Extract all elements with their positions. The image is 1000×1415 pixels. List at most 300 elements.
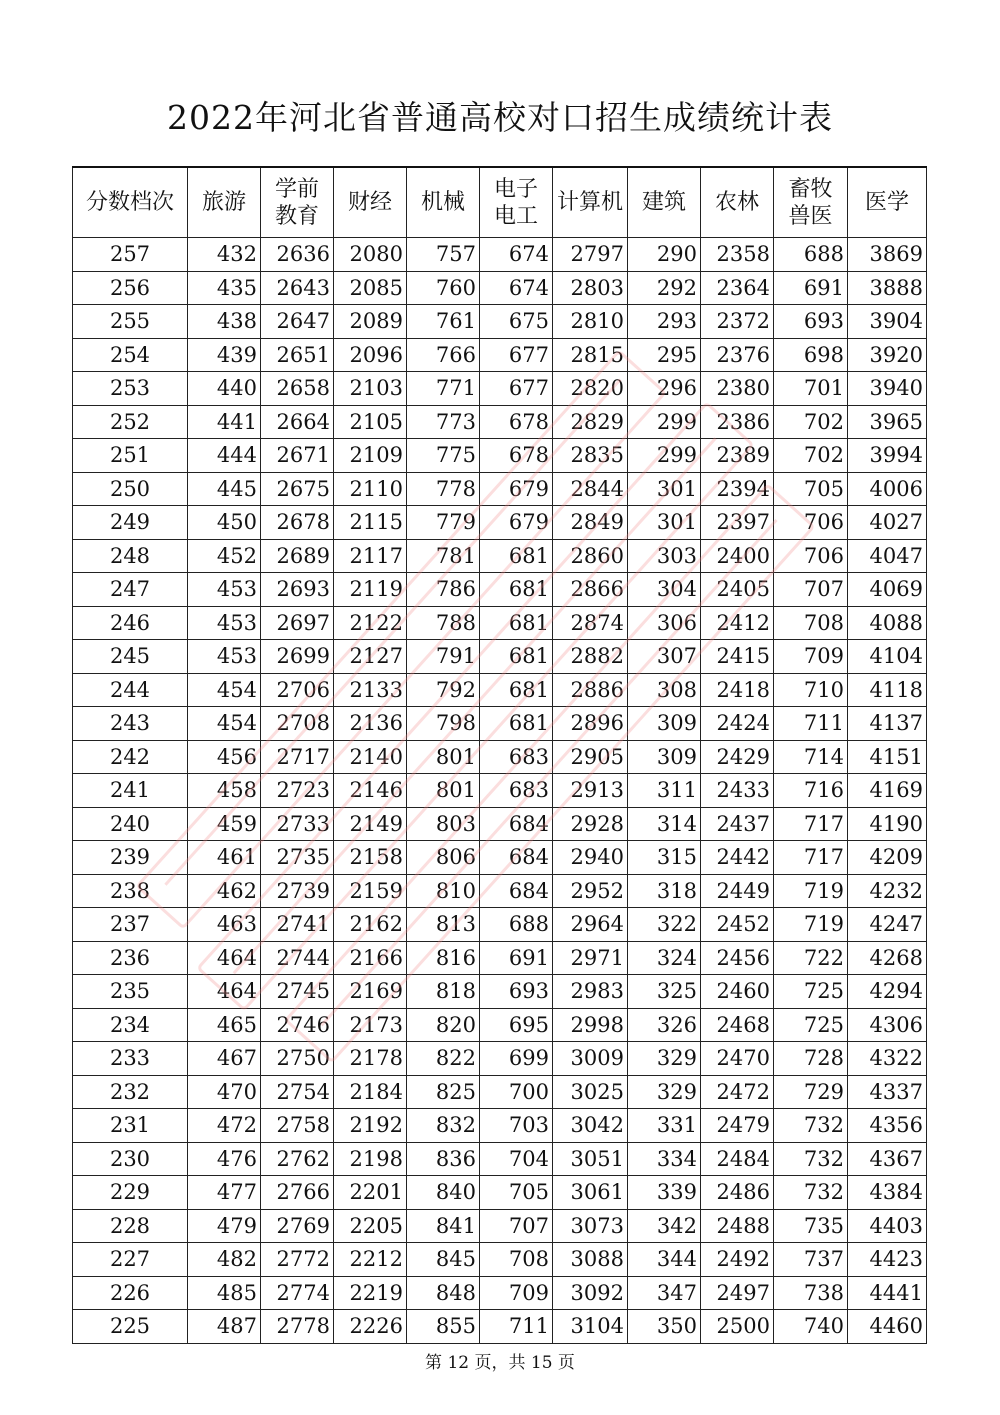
count-cell: 2389 (701, 439, 774, 473)
table-row (73, 975, 927, 1009)
table-row (73, 740, 927, 774)
count-cell: 4367 (848, 1142, 927, 1176)
count-cell: 3051 (553, 1142, 628, 1176)
count-cell: 2745 (261, 975, 334, 1009)
count-cell: 453 (188, 573, 261, 607)
count-cell: 2080 (334, 238, 407, 272)
count-cell: 792 (407, 673, 480, 707)
count-cell: 3994 (848, 439, 927, 473)
count-cell: 2212 (334, 1243, 407, 1277)
count-cell: 2418 (701, 673, 774, 707)
table-row (73, 1176, 927, 1210)
score-level-cell: 230 (73, 1142, 188, 1176)
count-cell: 4088 (848, 606, 927, 640)
count-cell: 2364 (701, 271, 774, 305)
count-cell: 801 (407, 740, 480, 774)
count-cell: 322 (628, 908, 701, 942)
count-cell: 464 (188, 941, 261, 975)
count-cell: 677 (480, 338, 553, 372)
count-cell: 2479 (701, 1109, 774, 1143)
count-cell: 679 (480, 472, 553, 506)
count-cell: 4356 (848, 1109, 927, 1143)
table-row (73, 673, 927, 707)
count-cell: 2437 (701, 807, 774, 841)
count-cell: 4006 (848, 472, 927, 506)
table-row (73, 1209, 927, 1243)
count-cell: 675 (480, 305, 553, 339)
count-cell: 701 (774, 372, 848, 406)
count-cell: 698 (774, 338, 848, 372)
count-cell: 2133 (334, 673, 407, 707)
count-cell: 4460 (848, 1310, 927, 1344)
score-level-cell: 247 (73, 573, 188, 607)
table-row (73, 506, 927, 540)
count-cell: 681 (480, 606, 553, 640)
count-cell: 2844 (553, 472, 628, 506)
column-header-label: 建筑 (641, 190, 686, 215)
count-cell: 695 (480, 1008, 553, 1042)
count-cell: 334 (628, 1142, 701, 1176)
column-header (701, 167, 774, 238)
count-cell: 2380 (701, 372, 774, 406)
score-level-cell: 227 (73, 1243, 188, 1277)
count-cell: 347 (628, 1276, 701, 1310)
count-cell: 2096 (334, 338, 407, 372)
count-cell: 2122 (334, 606, 407, 640)
count-cell: 717 (774, 807, 848, 841)
count-cell: 2651 (261, 338, 334, 372)
count-cell: 688 (480, 908, 553, 942)
count-cell: 2735 (261, 841, 334, 875)
count-cell: 463 (188, 908, 261, 942)
count-cell: 301 (628, 506, 701, 540)
count-cell: 709 (774, 640, 848, 674)
count-cell: 681 (480, 573, 553, 607)
count-cell: 439 (188, 338, 261, 372)
score-level-cell: 239 (73, 841, 188, 875)
count-cell: 711 (480, 1310, 553, 1344)
column-header (407, 167, 480, 238)
count-cell: 2952 (553, 874, 628, 908)
count-cell: 2433 (701, 774, 774, 808)
count-cell: 708 (480, 1243, 553, 1277)
count-cell: 324 (628, 941, 701, 975)
count-cell: 2429 (701, 740, 774, 774)
count-cell: 2928 (553, 807, 628, 841)
count-cell: 3869 (848, 238, 927, 272)
count-cell: 301 (628, 472, 701, 506)
count-cell: 2173 (334, 1008, 407, 1042)
count-cell: 2643 (261, 271, 334, 305)
count-cell: 735 (774, 1209, 848, 1243)
score-level-cell: 226 (73, 1276, 188, 1310)
count-cell: 2678 (261, 506, 334, 540)
table-row (73, 1109, 927, 1143)
count-cell: 2754 (261, 1075, 334, 1109)
column-header-label: 计算机 (556, 190, 623, 215)
count-cell: 2192 (334, 1109, 407, 1143)
column-header-label: 财经 (347, 190, 392, 215)
count-cell: 2201 (334, 1176, 407, 1210)
column-header-label: 学前 (274, 176, 319, 202)
count-cell: 4069 (848, 573, 927, 607)
count-cell: 2456 (701, 941, 774, 975)
count-cell: 477 (188, 1176, 261, 1210)
count-cell: 2983 (553, 975, 628, 1009)
count-cell: 315 (628, 841, 701, 875)
count-cell: 2733 (261, 807, 334, 841)
count-cell: 2905 (553, 740, 628, 774)
count-cell: 308 (628, 673, 701, 707)
count-cell: 307 (628, 640, 701, 674)
count-cell: 2866 (553, 573, 628, 607)
count-cell: 2758 (261, 1109, 334, 1143)
count-cell: 461 (188, 841, 261, 875)
count-cell: 2675 (261, 472, 334, 506)
count-cell: 2699 (261, 640, 334, 674)
column-header (73, 167, 188, 238)
count-cell: 2647 (261, 305, 334, 339)
count-cell: 2140 (334, 740, 407, 774)
count-cell: 290 (628, 238, 701, 272)
count-cell: 773 (407, 405, 480, 439)
count-cell: 2397 (701, 506, 774, 540)
score-level-cell: 249 (73, 506, 188, 540)
table-row (73, 841, 927, 875)
count-cell: 2706 (261, 673, 334, 707)
count-cell: 2762 (261, 1142, 334, 1176)
count-cell: 706 (774, 506, 848, 540)
count-cell: 2829 (553, 405, 628, 439)
count-cell: 2835 (553, 439, 628, 473)
count-cell: 2860 (553, 539, 628, 573)
count-cell: 2219 (334, 1276, 407, 1310)
column-header (261, 167, 334, 238)
count-cell: 684 (480, 874, 553, 908)
column-header-label: 分数档次 (85, 190, 174, 215)
count-cell: 2896 (553, 707, 628, 741)
score-level-cell: 225 (73, 1310, 188, 1344)
count-cell: 738 (774, 1276, 848, 1310)
count-cell: 684 (480, 841, 553, 875)
count-cell: 683 (480, 740, 553, 774)
count-cell: 2500 (701, 1310, 774, 1344)
count-cell: 2769 (261, 1209, 334, 1243)
count-cell: 2815 (553, 338, 628, 372)
count-cell: 702 (774, 439, 848, 473)
count-cell: 450 (188, 506, 261, 540)
count-cell: 3965 (848, 405, 927, 439)
score-level-cell: 255 (73, 305, 188, 339)
table-row (73, 774, 927, 808)
count-cell: 2874 (553, 606, 628, 640)
count-cell: 299 (628, 439, 701, 473)
score-level-cell: 250 (73, 472, 188, 506)
score-level-cell: 234 (73, 1008, 188, 1042)
count-cell: 2400 (701, 539, 774, 573)
count-cell: 2797 (553, 238, 628, 272)
table-row (73, 1075, 927, 1109)
count-cell: 440 (188, 372, 261, 406)
count-cell: 818 (407, 975, 480, 1009)
count-cell: 2971 (553, 941, 628, 975)
count-cell: 2689 (261, 539, 334, 573)
count-cell: 757 (407, 238, 480, 272)
column-header-label: 兽医 (788, 203, 833, 229)
count-cell: 706 (774, 539, 848, 573)
count-cell: 3088 (553, 1243, 628, 1277)
count-cell: 4441 (848, 1276, 927, 1310)
count-cell: 2882 (553, 640, 628, 674)
count-cell: 771 (407, 372, 480, 406)
count-cell: 681 (480, 539, 553, 573)
count-cell: 2470 (701, 1042, 774, 1076)
table-row (73, 405, 927, 439)
count-cell: 786 (407, 573, 480, 607)
count-cell: 2386 (701, 405, 774, 439)
page-title: 2022年河北省普通高校对口招生成绩统计表 (167, 98, 833, 137)
count-cell: 2849 (553, 506, 628, 540)
count-cell: 705 (774, 472, 848, 506)
count-cell: 454 (188, 707, 261, 741)
column-header (188, 167, 261, 238)
count-cell: 725 (774, 1008, 848, 1042)
count-cell: 732 (774, 1176, 848, 1210)
count-cell: 737 (774, 1243, 848, 1277)
count-cell: 462 (188, 874, 261, 908)
count-cell: 4190 (848, 807, 927, 841)
count-cell: 2146 (334, 774, 407, 808)
count-cell: 693 (774, 305, 848, 339)
count-cell: 4027 (848, 506, 927, 540)
table-row (73, 1042, 927, 1076)
count-cell: 2772 (261, 1243, 334, 1277)
count-cell: 325 (628, 975, 701, 1009)
count-cell: 2105 (334, 405, 407, 439)
count-cell: 2119 (334, 573, 407, 607)
count-cell: 2117 (334, 539, 407, 573)
count-cell: 681 (480, 640, 553, 674)
count-cell: 329 (628, 1075, 701, 1109)
count-cell: 2658 (261, 372, 334, 406)
count-cell: 781 (407, 539, 480, 573)
column-header (628, 167, 701, 238)
column-header-label: 电子 (493, 176, 538, 202)
count-cell: 678 (480, 405, 553, 439)
count-cell: 2913 (553, 774, 628, 808)
count-cell: 339 (628, 1176, 701, 1210)
column-header (553, 167, 628, 238)
count-cell: 2158 (334, 841, 407, 875)
table-row (73, 271, 927, 305)
count-cell: 2774 (261, 1276, 334, 1310)
table-row (73, 1276, 927, 1310)
count-cell: 840 (407, 1176, 480, 1210)
count-cell: 684 (480, 807, 553, 841)
count-cell: 299 (628, 405, 701, 439)
count-cell: 2940 (553, 841, 628, 875)
count-cell: 719 (774, 874, 848, 908)
count-cell: 845 (407, 1243, 480, 1277)
table-body (73, 238, 927, 1344)
count-cell: 2085 (334, 271, 407, 305)
count-cell: 2723 (261, 774, 334, 808)
count-cell: 4322 (848, 1042, 927, 1076)
count-cell: 2778 (261, 1310, 334, 1344)
count-cell: 760 (407, 271, 480, 305)
table-row (73, 1243, 927, 1277)
score-level-cell: 251 (73, 439, 188, 473)
count-cell: 344 (628, 1243, 701, 1277)
score-level-cell: 231 (73, 1109, 188, 1143)
column-header-label: 机械 (420, 190, 465, 215)
count-cell: 679 (480, 506, 553, 540)
count-cell: 2103 (334, 372, 407, 406)
count-cell: 445 (188, 472, 261, 506)
count-cell: 704 (480, 1142, 553, 1176)
score-level-cell: 256 (73, 271, 188, 305)
count-cell: 798 (407, 707, 480, 741)
score-level-cell: 237 (73, 908, 188, 942)
count-cell: 2744 (261, 941, 334, 975)
count-cell: 2136 (334, 707, 407, 741)
table-row (73, 238, 927, 272)
column-header-label: 教育 (274, 203, 319, 229)
count-cell: 2449 (701, 874, 774, 908)
count-cell: 691 (774, 271, 848, 305)
table-row (73, 573, 927, 607)
count-cell: 4306 (848, 1008, 927, 1042)
column-header (480, 167, 553, 238)
count-cell: 681 (480, 707, 553, 741)
count-cell: 2488 (701, 1209, 774, 1243)
count-cell: 438 (188, 305, 261, 339)
count-cell: 2184 (334, 1075, 407, 1109)
count-cell: 788 (407, 606, 480, 640)
count-cell: 674 (480, 238, 553, 272)
count-cell: 806 (407, 841, 480, 875)
count-cell: 4403 (848, 1209, 927, 1243)
count-cell: 2717 (261, 740, 334, 774)
table-header-row (73, 167, 927, 238)
count-cell: 693 (480, 975, 553, 1009)
count-cell: 705 (480, 1176, 553, 1210)
column-header (774, 167, 848, 238)
count-cell: 2820 (553, 372, 628, 406)
count-cell: 444 (188, 439, 261, 473)
column-header (334, 167, 407, 238)
table-row (73, 640, 927, 674)
table-row (73, 908, 927, 942)
count-cell: 304 (628, 573, 701, 607)
count-cell: 456 (188, 740, 261, 774)
count-cell: 3092 (553, 1276, 628, 1310)
count-cell: 296 (628, 372, 701, 406)
count-cell: 464 (188, 975, 261, 1009)
count-cell: 309 (628, 740, 701, 774)
count-cell: 4268 (848, 941, 927, 975)
score-level-cell: 238 (73, 874, 188, 908)
count-cell: 2497 (701, 1276, 774, 1310)
count-cell: 2998 (553, 1008, 628, 1042)
count-cell: 4104 (848, 640, 927, 674)
score-level-cell: 241 (73, 774, 188, 808)
table-row (73, 372, 927, 406)
count-cell: 435 (188, 271, 261, 305)
count-cell: 2693 (261, 573, 334, 607)
count-cell: 2415 (701, 640, 774, 674)
count-cell: 2162 (334, 908, 407, 942)
count-cell: 309 (628, 707, 701, 741)
count-cell: 459 (188, 807, 261, 841)
count-cell: 306 (628, 606, 701, 640)
count-cell: 2109 (334, 439, 407, 473)
count-cell: 700 (480, 1075, 553, 1109)
count-cell: 441 (188, 405, 261, 439)
score-level-cell: 242 (73, 740, 188, 774)
count-cell: 3920 (848, 338, 927, 372)
table-row (73, 539, 927, 573)
count-cell: 707 (480, 1209, 553, 1243)
count-cell: 458 (188, 774, 261, 808)
table-row (73, 338, 927, 372)
score-level-cell: 232 (73, 1075, 188, 1109)
count-cell: 4247 (848, 908, 927, 942)
score-level-cell: 236 (73, 941, 188, 975)
score-level-cell: 246 (73, 606, 188, 640)
count-cell: 3025 (553, 1075, 628, 1109)
count-cell: 709 (480, 1276, 553, 1310)
count-cell: 703 (480, 1109, 553, 1143)
count-cell: 766 (407, 338, 480, 372)
count-cell: 2741 (261, 908, 334, 942)
count-cell: 453 (188, 640, 261, 674)
count-cell: 2746 (261, 1008, 334, 1042)
count-cell: 453 (188, 606, 261, 640)
score-table (72, 166, 927, 1344)
table-row (73, 472, 927, 506)
count-cell: 2372 (701, 305, 774, 339)
count-cell: 688 (774, 238, 848, 272)
count-cell: 454 (188, 673, 261, 707)
count-cell: 2697 (261, 606, 334, 640)
score-level-cell: 228 (73, 1209, 188, 1243)
count-cell: 470 (188, 1075, 261, 1109)
score-level-cell: 233 (73, 1042, 188, 1076)
count-cell: 4232 (848, 874, 927, 908)
score-level-cell: 253 (73, 372, 188, 406)
count-cell: 4294 (848, 975, 927, 1009)
count-cell: 331 (628, 1109, 701, 1143)
count-cell: 2766 (261, 1176, 334, 1210)
count-cell: 4047 (848, 539, 927, 573)
count-cell: 476 (188, 1142, 261, 1176)
count-cell: 2178 (334, 1042, 407, 1076)
count-cell: 2376 (701, 338, 774, 372)
count-cell: 2484 (701, 1142, 774, 1176)
count-cell: 822 (407, 1042, 480, 1076)
count-cell: 3104 (553, 1310, 628, 1344)
count-cell: 2472 (701, 1075, 774, 1109)
count-cell: 2205 (334, 1209, 407, 1243)
count-cell: 2964 (553, 908, 628, 942)
score-level-cell: 252 (73, 405, 188, 439)
count-cell: 832 (407, 1109, 480, 1143)
count-cell: 485 (188, 1276, 261, 1310)
count-cell: 326 (628, 1008, 701, 1042)
table-row (73, 606, 927, 640)
column-header-label: 农林 (714, 190, 759, 215)
